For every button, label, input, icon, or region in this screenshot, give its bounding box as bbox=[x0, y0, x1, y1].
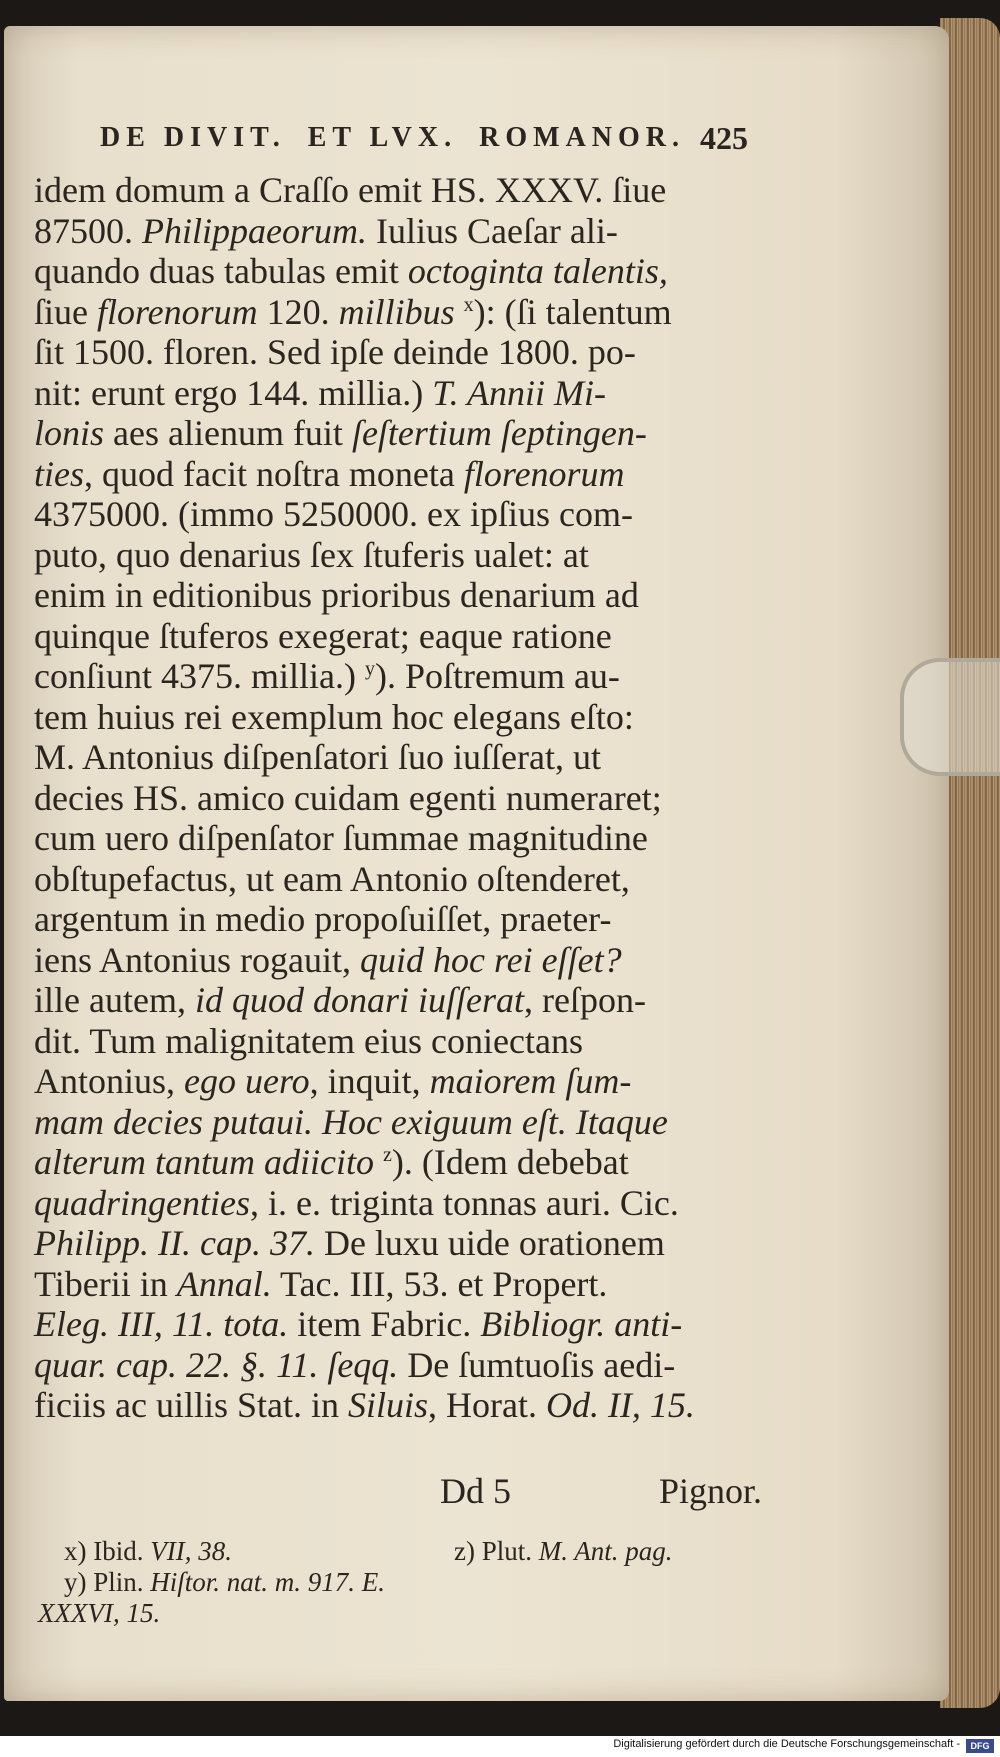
catchword-line bbox=[440, 1470, 762, 1514]
footnote-x: x) Ibid. VII, 38. bbox=[64, 1536, 232, 1566]
header-part: ET LVX. bbox=[307, 122, 458, 153]
header-part: ROMANOR. bbox=[479, 122, 686, 153]
catchword: Pignor. bbox=[658, 1471, 762, 1511]
header-part: DE DIVIT. bbox=[100, 122, 286, 153]
funding-credit: Digitalisierung gefördert durch die Deutsche Forschungsgemeinschaft - bbox=[613, 1738, 960, 1750]
signature-mark: Dd 5 bbox=[440, 1471, 511, 1511]
footnote-y: y) Plin. Hiſtor. nat. m. 917. E. bbox=[64, 1567, 386, 1597]
footnote-z: z) Plut. M. Ant. pag. bbox=[454, 1536, 673, 1566]
book-fore-edge bbox=[940, 18, 1000, 1708]
running-header bbox=[100, 118, 770, 158]
dfg-logo: DFG bbox=[966, 1739, 994, 1753]
body-text: idem domum a Craſſo emit HS. XXXV. ſiue 87500. Philippaeorum. Iulius Caeſar ali- quando duas tabulas emit octoginta talentis, ſiue florenorum 120. millibus $^x$): (ſi talentum ſit 1500. floren. Sed ipſe deinde 1800. po- nit: erunt ergo 144. millia.) T. Annii Mi- lonis aes alienum fuit ſeſtertium ſeptingen- ties, quod facit noſtra moneta florenorum 4375000. (immo 5250000. ex ipſius com- puto, quo denarius ſex ſtuferis ualet: at enim in editionibus prioribus denarium ad quinque ſtuferos exegerat; eaque ratione conſiunt 4375. millia.) $^y$). Poſtremum au- tem huius rei exemplum hoc elegans eſto: M. Antonius diſpenſatori ſuo iuſſerat, ut decies HS. amico cuidam egenti numeraret; cum uero diſpenſator ſummae magnitudine obſtupefactus, ut eam Antonio oſtenderet, argentum in medio propoſuiſſet, praeter- iens Antonius rogauit, quid hoc rei eſſet? ille autem, id quod donari iuſſerat, reſpon- dit. Tum malignitatem eius coniectans Antonius, ego uero, inquit, maiorem ſum- mam decies putaui. Hoc exiguum eſt. Itaque alterum tantum adiicito $^z$). (Idem debebat quadringenties, i. e. triginta tonnas auri. Cic. Philipp. II. cap. 37. De luxu uide orationem Tiberii in Annal. Tac. III, 53. et Propert. Eleg. III, 11. tota. item Fabric. Bibliogr. anti- quar. cap. 22. §. 11. ſeqq. De ſumtuoſis aedi- ficiis ac uillis Stat. in Siluis, Horat. Od. II, 15. bbox=[34, 170, 695, 1425]
page-clip bbox=[900, 658, 1000, 776]
page-number: 425 bbox=[700, 120, 748, 156]
footnote-y-continued: XXXVI, 15. bbox=[38, 1598, 161, 1628]
